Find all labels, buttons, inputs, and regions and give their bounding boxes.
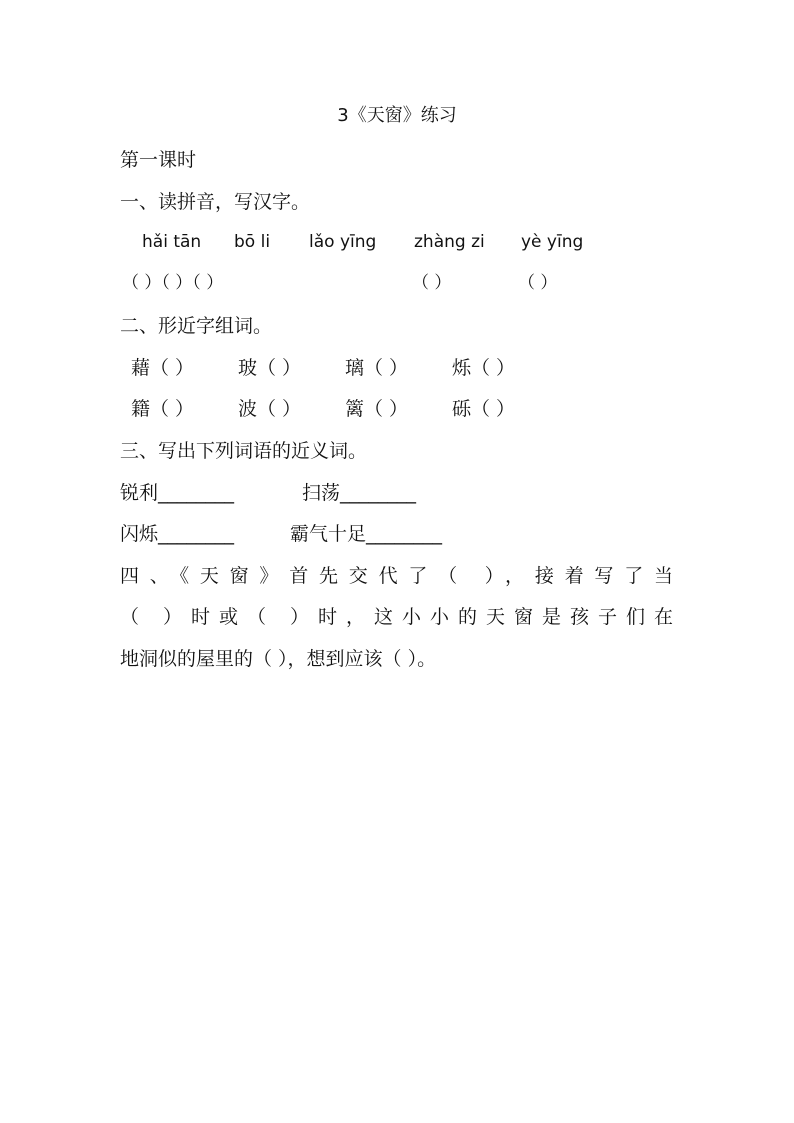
synonym-word: 闪烁: [120, 523, 159, 545]
synonym-item-4[interactable]: [290, 522, 442, 546]
pinyin-3: lǎo yīng: [309, 232, 377, 252]
page-title: 3《天窗》练习: [337, 105, 457, 126]
pinyin-5: yè yīng: [521, 232, 584, 252]
answer-parens-4[interactable]: （ ）: [412, 273, 452, 293]
synonym-word: 扫荡: [302, 482, 341, 504]
char-pair-item[interactable]: 砾（ ）: [452, 398, 516, 420]
section3-heading: 三、写出下列词语的近义词。: [120, 440, 368, 462]
section4-line-3[interactable]: 地洞似的屋里的（ ），想到应该（ ）。: [120, 648, 437, 670]
char-pair-item[interactable]: 藉（ ）: [131, 357, 195, 379]
synonym-word: 霸气十足: [290, 523, 367, 545]
char-pair-item[interactable]: 玻（ ）: [238, 357, 302, 379]
section2-heading: 二、形近字组词。: [120, 315, 273, 337]
section4-line-2[interactable]: （ ）时或（ ）时，这小小的天窗是孩子们在: [120, 606, 673, 628]
section1-heading: 一、读拼音，写汉字。: [120, 191, 311, 213]
char-pair-item[interactable]: 籍（ ）: [131, 398, 195, 420]
answer-parens-group-1[interactable]: （ ）（ ）（ ）: [122, 273, 224, 293]
lesson-label: 第一课时: [120, 149, 197, 171]
pinyin-2: bō li: [234, 232, 271, 252]
answer-parens-5[interactable]: （ ）: [518, 273, 558, 293]
char-pair-item[interactable]: 璃（ ）: [345, 357, 409, 379]
synonym-blank[interactable]: ________: [158, 523, 235, 545]
char-pair-item[interactable]: 篱（ ）: [345, 398, 409, 420]
synonym-blank[interactable]: ________: [366, 523, 443, 545]
synonym-item-1[interactable]: [120, 481, 234, 505]
synonym-blank[interactable]: ________: [340, 482, 417, 504]
synonym-word: 锐利: [120, 482, 159, 504]
pinyin-4: zhàng zi: [414, 232, 485, 252]
synonym-item-2[interactable]: [302, 481, 416, 505]
char-pair-item[interactable]: 波（ ）: [238, 398, 302, 420]
pinyin-1: hǎi tān: [142, 232, 202, 252]
section4-line-1[interactable]: 四、《天窗》首先交代了（ ），接着写了当: [120, 565, 673, 587]
synonym-item-3[interactable]: [120, 522, 234, 546]
synonym-blank[interactable]: ________: [158, 482, 235, 504]
char-pair-item[interactable]: 烁（ ）: [452, 357, 516, 379]
